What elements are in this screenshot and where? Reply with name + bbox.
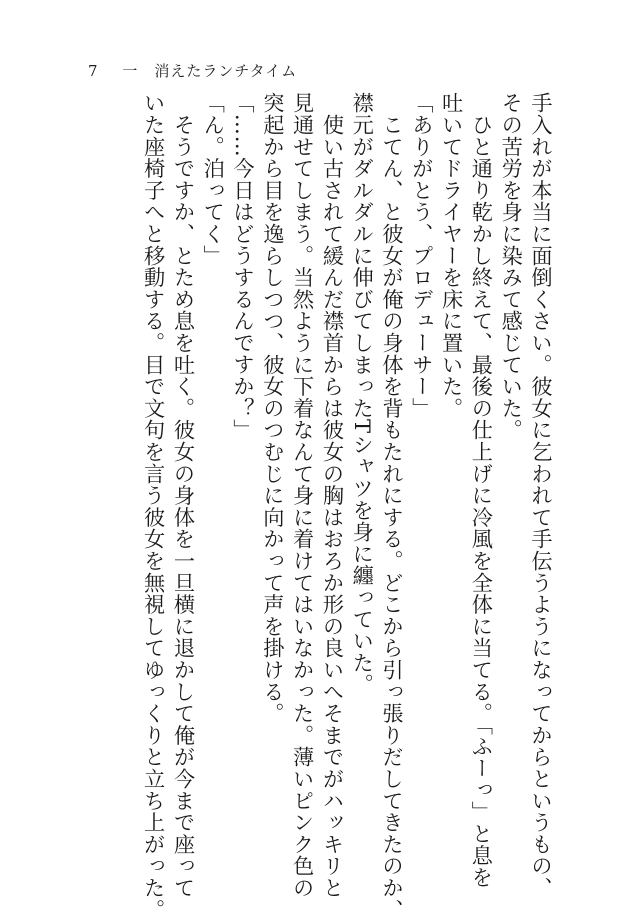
text-line: 突起から目を逸らしつつ、彼女のつむじに向かって声を掛ける。 [260, 92, 286, 725]
text-line: 見通せてしまう。当然ように下着なんて身に着けてはいなかった。薄いピンク色の [290, 92, 316, 899]
page-number: 7 [88, 62, 99, 80]
vertical-body-text [139, 92, 556, 920]
text-line: ひと通り乾かし終えて、最後の仕上げに冷風を全体に当てる。「ふーっ」と息を [469, 92, 495, 888]
text-line: 吐いてドライヤーを床に置いた。 [439, 92, 465, 419]
text-line: 手入れが本当に面倒くさい。彼女に乞われて手伝うようになってからというもの、 [529, 92, 554, 899]
text-line: その苦労を身に染みて感じていた。 [499, 92, 525, 441]
text-line: そうですか、とため息を吐く。彼女の身体を一旦横に退かして俺が今まで座って [171, 92, 197, 899]
text-line: こてん、と彼女が俺の身体を背もたれにする。どこから引っ張りだしてきたのか、 [380, 92, 406, 920]
running-header [88, 60, 297, 81]
text-line: 襟元がダルダルに伸びてしまったTシャツを身に纏っていた。 [350, 92, 376, 696]
text-line: 使い古されて緩んだ襟首からは彼女の胸はおろか形の良いへそまでがハッキリと [320, 92, 346, 899]
text-line: 「……今日はどうするんですか？」 [231, 92, 257, 441]
text-line: 「ありがとう、プロデューサー」 [409, 92, 435, 419]
chapter-title: 一 消えたランチタイム [122, 62, 298, 80]
text-line: 「ん。泊ってく」 [201, 92, 227, 267]
text-line: いた座椅子へと移動する。目で文句を言う彼女を無視してゆっくりと立ち上がった。 [141, 92, 167, 920]
